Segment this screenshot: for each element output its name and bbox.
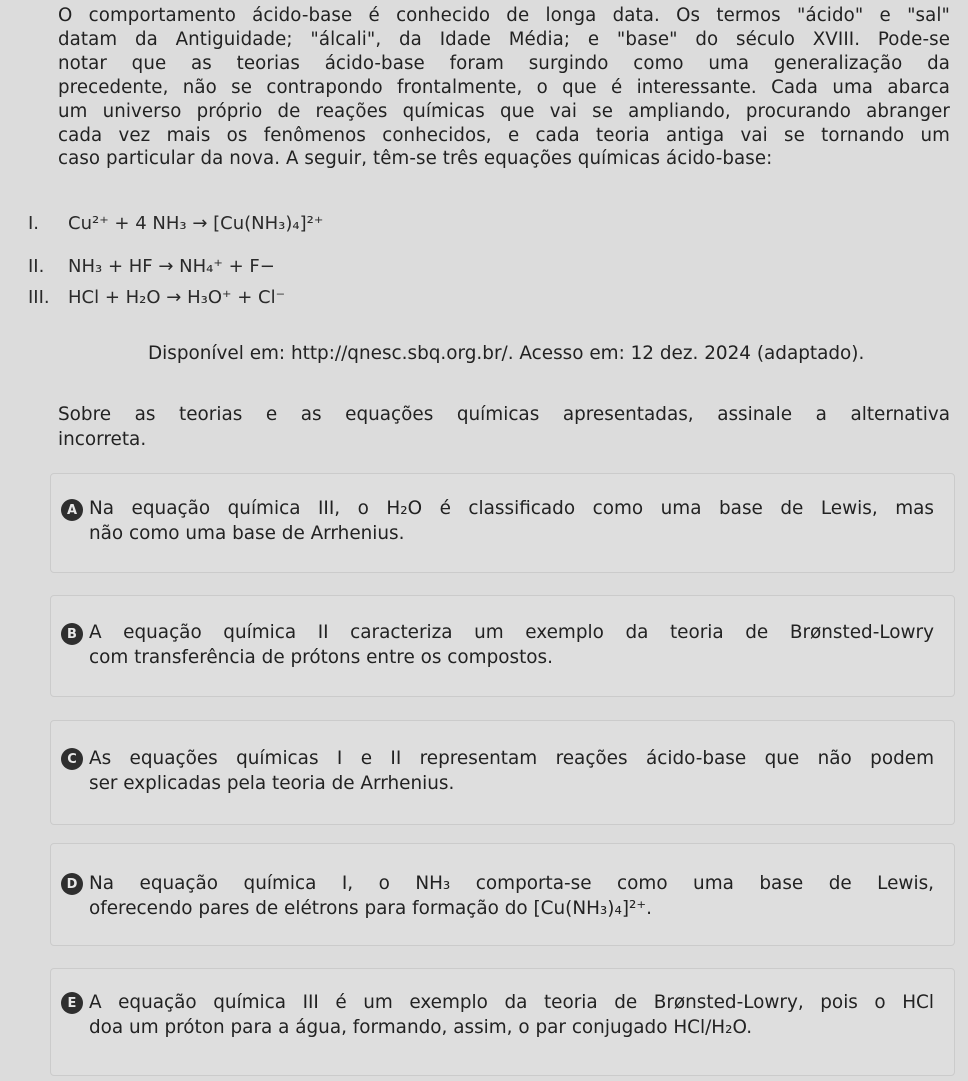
intro-line: um universo próprio de reações químicas que vai se ampliando, procurando abranger	[58, 100, 950, 122]
option-b[interactable]	[50, 595, 955, 697]
option-text-line: com transferência de prótons entre os compostos.	[89, 647, 553, 668]
equation-number: II.	[28, 256, 45, 277]
option-d[interactable]	[50, 843, 955, 946]
equation-text: NH₃ + HF → NH₄⁺ + F−	[68, 256, 275, 277]
intro-line: datam da Antiguidade; "álcali", da Idade Média; e "base" do século XVIII. Pode-se	[58, 28, 950, 50]
option-text-line: ser explicadas pela teoria de Arrhenius.	[89, 773, 455, 794]
option-text-line: A equação química II caracteriza um exemplo da teoria de Brønsted-Lowry	[89, 622, 934, 643]
option-letter-badge: A	[61, 499, 83, 521]
intro-line: precedente, não se contrapondo frontalmente, o que é interessante. Cada uma abarca	[58, 76, 950, 98]
option-letter-badge: C	[61, 748, 83, 770]
intro-line: notar que as teorias ácido-base foram surgindo como uma generalização da	[58, 52, 950, 74]
equation-1	[28, 213, 323, 234]
equation-number: III.	[28, 287, 50, 308]
option-text-line: não como uma base de Arrhenius.	[89, 523, 405, 544]
question-prompt	[58, 402, 950, 452]
option-text-line: oferecendo pares de elétrons para formação do [Cu(NH₃)₄]²⁺.	[89, 898, 652, 919]
option-letter-badge: E	[61, 992, 83, 1014]
option-c[interactable]	[50, 720, 955, 825]
option-text-line: A equação química III é um exemplo da teoria de Brønsted-Lowry, pois o HCl	[89, 992, 934, 1013]
option-letter-badge: B	[61, 623, 83, 645]
question-line: Sobre as teorias e as equações químicas apresentadas, assinale a alternativa	[58, 404, 950, 425]
option-letter-badge: D	[61, 873, 83, 895]
intro-paragraph	[58, 4, 950, 171]
option-text-line: doa um próton para a água, formando, assim, o par conjugado HCl/H₂O.	[89, 1017, 753, 1038]
source-citation: Disponível em: http://qnesc.sbq.org.br/. Acesso em: 12 dez. 2024 (adaptado).	[148, 343, 865, 364]
intro-line: O comportamento ácido-base é conhecido de longa data. Os termos "ácido" e "sal"	[58, 5, 950, 26]
option-text-line: Na equação química III, o H₂O é classificado como uma base de Lewis, mas	[89, 498, 934, 519]
option-a[interactable]	[50, 473, 955, 573]
equation-2	[28, 256, 275, 277]
equation-text: Cu²⁺ + 4 NH₃ → [Cu(NH₃)₄]²⁺	[68, 213, 324, 234]
equation-number: I.	[28, 213, 40, 234]
option-text-line: As equações químicas I e II representam reações ácido-base que não podem	[89, 748, 934, 769]
equation-text: HCl + H₂O → H₃O⁺ + Cl⁻	[68, 287, 286, 308]
option-e[interactable]	[50, 968, 955, 1076]
question-line: incorreta.	[58, 429, 147, 450]
equation-3	[28, 287, 285, 308]
intro-line: cada vez mais os fenômenos conhecidos, e cada teoria antiga vai se tornando um	[58, 124, 950, 146]
intro-line: caso particular da nova. A seguir, têm-se três equações químicas ácido-base:	[58, 148, 773, 170]
option-text-line: Na equação química I, o NH₃ comporta-se como uma base de Lewis,	[89, 873, 934, 894]
